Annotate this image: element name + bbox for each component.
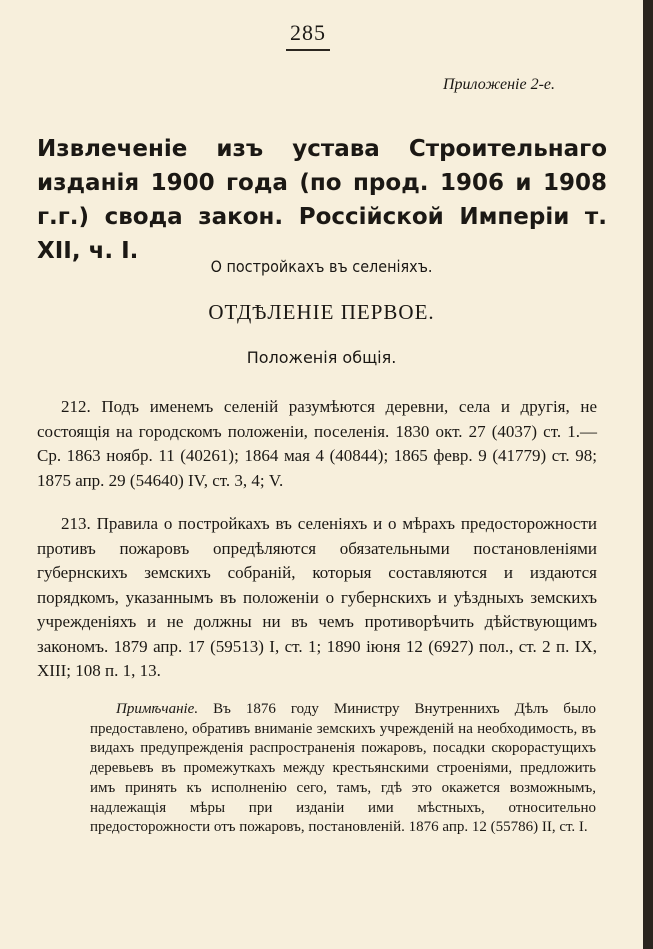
appendix-label: Приложеніе 2-е. (442, 76, 555, 93)
article-213: 213. Правила о постройкахъ въ селеніяхъ и о мѣрахъ предосторожности противъ пожаровъ опредѣляются обязательными постановленіями губернскихъ земскихъ собраній, которыя составляются и издаются порядкомъ, указаннымъ въ положеніи о губернскихъ и уѣздныхъ земскихъ учрежденіяхъ и не должны ни въ чемъ противорѣчить дѣйствующимъ закономъ. 1879 апр. 17 (59513) I, ст. 1; 1890 іюня 12 (6927) пол., ст. 2 п. IX, XIII; 108 п. 1, 13. (37, 514, 597, 680)
section-subtitle: Положенія общія. (246, 348, 397, 367)
article-212: 212. Подъ именемъ селеній разумѣются деревни, села и другія, не состоящія на городскомъ положеніи, поселенія. 1830 окт. 27 (4037) ст. 1.—Ср. 1863 ноябр. 11 (40261); 1864 мая 4 (40844); 1865 февр. 9 (41779) ст. 98; 1875 апр. 29 (54640) IV, ст. 3, 4; V. (37, 397, 597, 490)
note-text: Въ 1876 году Министру Внутреннихъ Дѣлъ было предоставлено, обративъ вниманіе земскихъ учрежденій на необходимость, въ видахъ предупрежденія распространенія пожаровъ, посадки скорорастущихъ деревьевъ въ промежуткахъ между крестьянскими строеніями, предложить имъ принять къ исполненію сего, тамъ, гдѣ это окажется возможнымъ, надлежащія мѣры при изданіи ими мѣстныхъ, относительно предосторожности отъ пожаровъ, постановленій. 1876 апр. 12 (55786) II, ст. I. (90, 701, 597, 836)
page-number: 285 (286, 20, 330, 51)
section-heading: ОТДѢЛЕНІЕ ПЕРВОЕ. (208, 300, 435, 324)
note-label: Примѣчаніе. (116, 701, 199, 717)
note-block (90, 700, 596, 838)
document-title: Извлеченіе изъ устава Строительнаго изданія 1900 года (по прод. 1906 и 1908 г.г.) свода закон. Россійской Имперіи т. XII, ч. I. (37, 136, 607, 264)
subtitle: О постройкахъ въ селеніяхъ. (210, 257, 433, 276)
